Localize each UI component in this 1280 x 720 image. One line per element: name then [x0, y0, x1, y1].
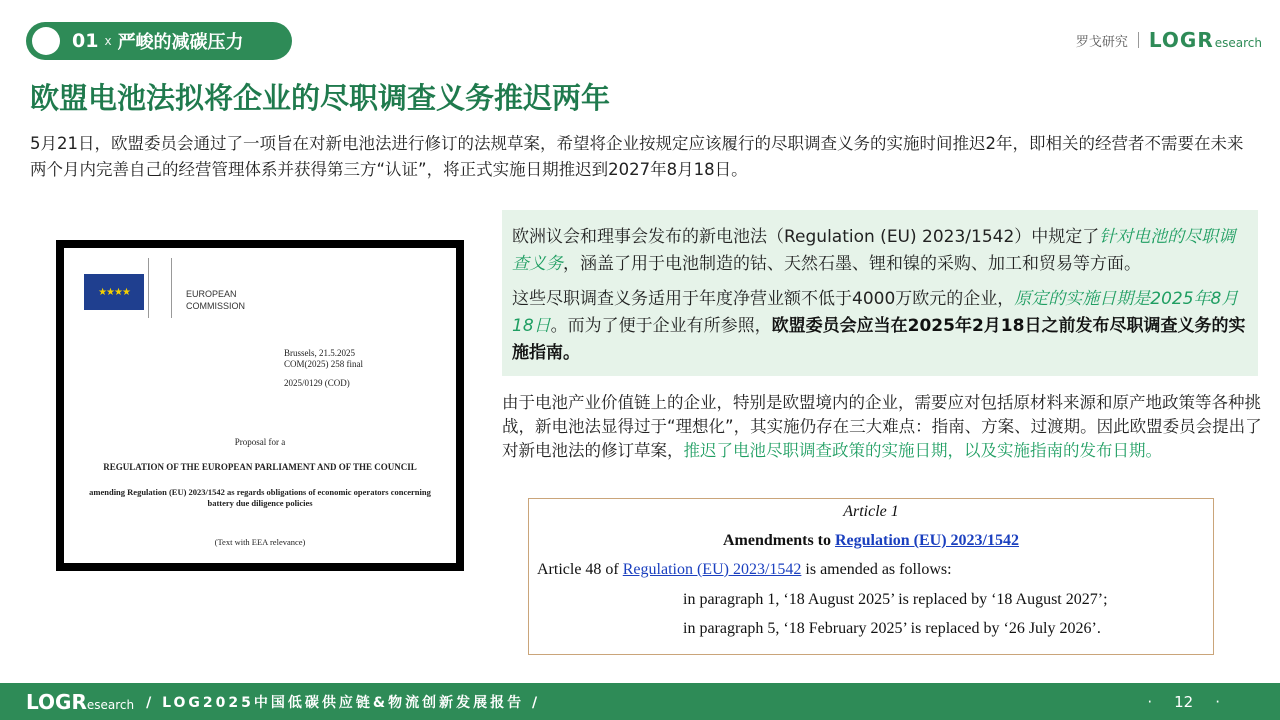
doc-date: Brussels, 21.5.2025: [284, 348, 356, 358]
amend-prefix: Amendments to: [723, 532, 835, 549]
regulation-link[interactable]: Regulation (EU) 2023/1542: [835, 532, 1019, 549]
brand-logo-main: LOGR: [1148, 28, 1214, 52]
footer-bar: [0, 683, 1280, 720]
doc-org-line2: COMMISSION: [186, 301, 246, 311]
tag-dot: [32, 27, 60, 55]
article-excerpt: [528, 498, 1214, 655]
article-line-1: [537, 561, 952, 579]
regulation-link-2[interactable]: Regulation (EU) 2023/1542: [622, 561, 802, 578]
page-title: 欧盟电池法拟将企业的尽职调查义务推迟两年: [30, 81, 611, 115]
document-image: [56, 240, 464, 571]
line1-suffix: is amended as follows:: [801, 561, 952, 578]
section-number: 01: [72, 30, 99, 52]
doc-cod: 2025/0129 (COD): [284, 378, 350, 388]
box-p1-highlight: 针对电池的尽职调查义务: [512, 227, 1236, 274]
doc-date-block: [284, 348, 363, 370]
box-p2-text-a: 这些尽职调查义务适用于年度净营业额不低于4000万欧元的企业，: [512, 289, 1015, 309]
commission-building-icon: [148, 258, 172, 318]
section-separator: x: [104, 34, 112, 48]
article-heading: Article 1: [843, 503, 899, 520]
page-dot-left: ·: [1147, 692, 1153, 711]
box-p2-highlight: 原定的实施日期是2025年8月18日: [512, 289, 1239, 336]
brand-logo: [1149, 28, 1262, 52]
brand-logo-sub: esearch: [1214, 36, 1262, 50]
page-dot-right: ·: [1215, 692, 1220, 711]
box-p2-bold: 欧盟委员会应当在2025年2月18日之前发布尽职调查义务的实施指南。: [512, 316, 1246, 363]
footer-report-title: / LOG2025中国低碳供应链&物流创新发展报告 /: [146, 694, 541, 711]
box-p2-text-b: 。而为了便于企业有所参照，: [550, 316, 772, 336]
section-tag: [26, 22, 292, 60]
doc-com: COM(2025) 258 final: [284, 359, 363, 369]
page-number: 12: [1174, 692, 1194, 711]
doc-org: [186, 288, 245, 312]
doc-regulation: REGULATION OF THE EUROPEAN PARLIAMENT AND OF THE COUNCIL: [103, 462, 417, 472]
doc-org-line1: EUROPEAN: [186, 289, 237, 299]
footer-logo-sub: esearch: [86, 697, 135, 712]
article-line-2: in paragraph 1, ‘18 August 2025’ is replaced by ‘18 August 2027’;: [683, 591, 1108, 608]
doc-eea: (Text with EEA relevance): [214, 537, 306, 547]
box-paragraph-2: [512, 286, 1250, 367]
box-p1-text-b: ，涵盖了用于电池制造的钴、天然石墨、锂和镍的采购、加工和贸易等方面。: [563, 254, 1141, 274]
section-title: 严峻的减碳压力: [117, 32, 244, 53]
footer-logo-main: LOGR: [26, 689, 87, 714]
doc-proposal: Proposal for a: [234, 437, 286, 447]
challenges-text: 由于电池产业价值链上的企业，特别是欧盟境内的企业，需要应对包括原材料来源和原产地政策等各种挑战，新电池法显得过于“理想化”，其实施仍存在三大难点：指南、方案、过渡期。因此欧盟委员会提出了对新电池法的修订草案，: [502, 393, 1262, 460]
box-paragraph-1: [512, 224, 1250, 278]
article-amendments-title: [529, 532, 1213, 550]
page-indicator: [1147, 683, 1220, 720]
brand-divider: [1138, 32, 1139, 48]
footer-logo: [26, 690, 134, 714]
intro-paragraph: 5月21日，欧盟委员会通过了一项旨在对新电池法进行修订的法规草案，希望将企业按规定应该履行的尽职调查义务的实施时间推迟2年，即相关的经营者不需要在未来两个月内完善自己的经营管理体系并获得第三方“认证”，将正式实施日期推迟到2027年8月18日。: [30, 134, 1244, 179]
challenges-highlight: 推迟了电池尽职调查政策的实施日期，以及实施指南的发布日期。: [683, 441, 1162, 460]
doc-amending: amending Regulation (EU) 2023/1542 as regards obligations of economic operators concerning battery due diligence policies: [89, 487, 431, 508]
box-p1-text-a: 欧洲议会和理事会发布的新电池法（Regulation (EU) 2023/1542）中规定了: [512, 227, 1100, 247]
line1-prefix: Article 48 of: [537, 561, 623, 578]
challenges-paragraph: [502, 391, 1262, 463]
article-line-3: in paragraph 5, ‘18 February 2025’ is replaced by ‘26 July 2026’.: [683, 620, 1101, 637]
brand-cn: 罗戈研究: [1075, 34, 1128, 50]
document-page: [64, 248, 456, 563]
eu-flag-icon: ★★★★: [84, 274, 144, 310]
brand: [1076, 28, 1262, 52]
